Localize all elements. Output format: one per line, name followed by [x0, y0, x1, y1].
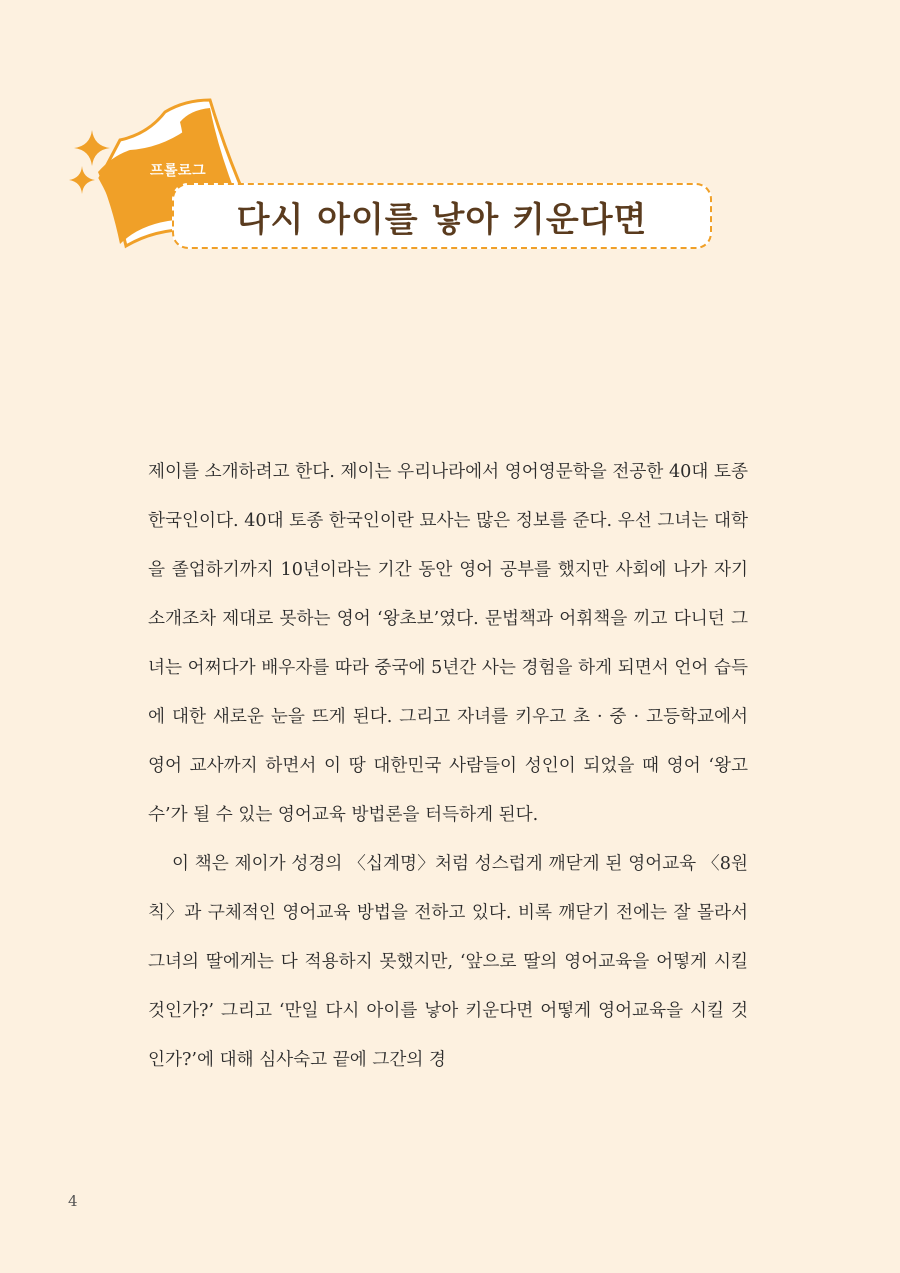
paragraph: 이 책은 제이가 성경의 〈십계명〉처럼 성스럽게 깨닫게 된 영어교육 〈8원칙〉과 구체적인 영어교육 방법을 전하고 있다. 비록 깨닫기 전에는 잘 몰라서 그녀의 딸에게는 다 적용하지 못했지만, ‘앞으로 딸의 영어교육을 어떻게 시킬 것인가?’ 그리고 ‘만일 다시 아이를 낳아 키운다면 어떻게 영어교육을 시킬 것인가?’에 대해 심사숙고 끝에 그간의 경	[148, 854, 748, 1070]
page-number: 4	[68, 1192, 78, 1210]
body-text	[148, 448, 748, 1085]
chapter-title: 다시 아이를 낳아 키운다면	[236, 199, 648, 240]
sparkle-icon	[74, 130, 110, 166]
paragraph: 제이를 소개하려고 한다. 제이는 우리나라에서 영어영문학을 전공한 40대 토종 한국인이다. 40대 토종 한국인이란 묘사는 많은 정보를 준다. 우선 그녀는 대학을 졸업하기까지 10년이라는 기간 동안 영어 공부를 했지만 사회에 나가 자기소개조차 제대로 못하는 영어 ‘왕초보’였다. 문법책과 어휘책을 끼고 다니던 그녀는 어쩌다가 배우자를 따라 중국에 5년간 사는 경험을 하게 되면서 언어 습득에 대한 새로운 눈을 뜨게 된다. 그리고 자녀를 키우고 초 · 중 · 고등학교에서 영어 교사까지 하면서 이 땅 대한민국 사람들이 성인이 되었을 때 영어 ‘왕고수’가 될 수 있는 영어교육 방법론을 터득하게 된다.	[148, 462, 748, 825]
book-illustration	[0, 0, 900, 300]
sparkle-icon	[69, 166, 95, 194]
chapter-header	[0, 0, 900, 300]
prologue-tag: 프롤로그	[150, 163, 207, 179]
chapter-title-box	[172, 183, 712, 249]
